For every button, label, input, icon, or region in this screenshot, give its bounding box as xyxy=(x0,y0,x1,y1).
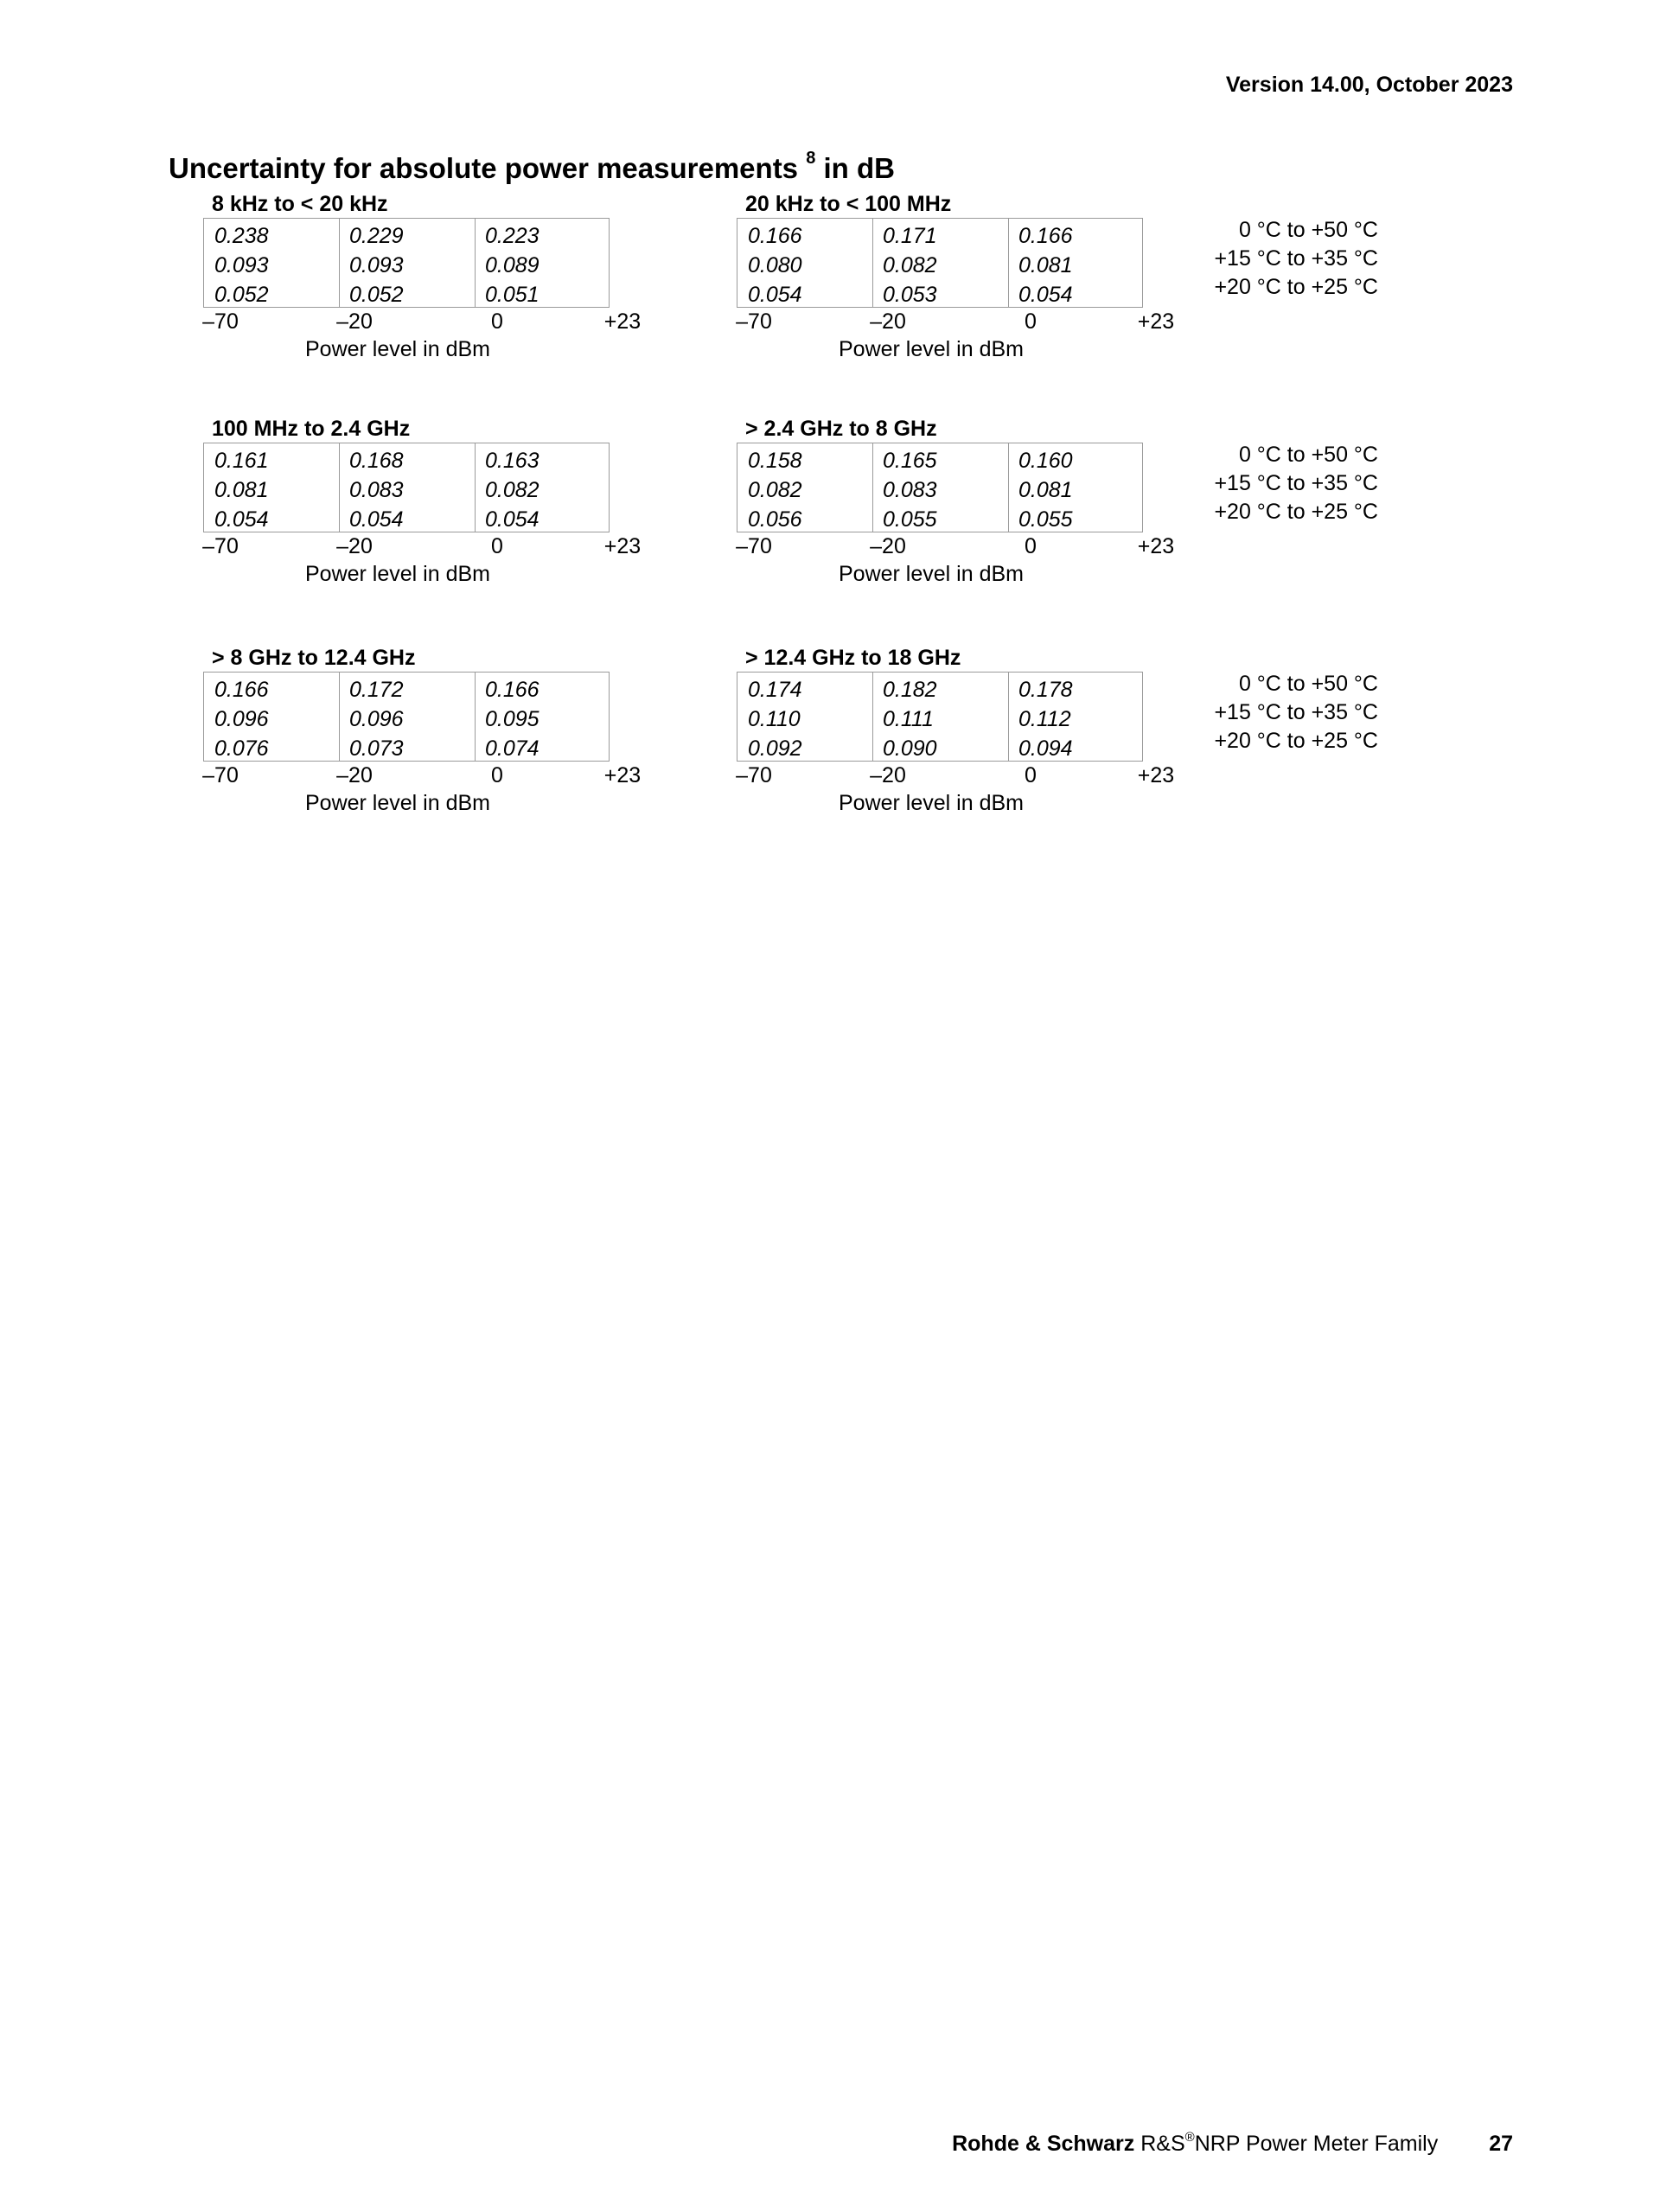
axis-tick-label: 0 xyxy=(1025,309,1037,334)
axis-tick-label: 0 xyxy=(491,534,503,558)
grid-divider xyxy=(475,219,476,307)
frequency-band-panel xyxy=(143,192,642,391)
uncertainty-value: 0.168 xyxy=(349,449,404,473)
uncertainty-value: 0.083 xyxy=(349,478,404,502)
uncertainty-value: 0.161 xyxy=(214,449,269,473)
uncertainty-value: 0.172 xyxy=(349,678,404,702)
uncertainty-value: 0.083 xyxy=(883,478,937,502)
temperature-range: 0 °C to +50 °C xyxy=(1238,218,1378,242)
uncertainty-value: 0.171 xyxy=(883,224,937,248)
uncertainty-value: 0.182 xyxy=(883,678,937,702)
temperature-range: +15 °C to +35 °C xyxy=(1214,471,1378,495)
uncertainty-grid xyxy=(737,443,1143,532)
axis-tick-label: –20 xyxy=(870,534,906,558)
frequency-band-panel xyxy=(676,646,1175,845)
uncertainty-value: 0.055 xyxy=(883,507,937,532)
axis-label: Power level in dBm xyxy=(839,337,1024,361)
axis-tick-label: 0 xyxy=(491,763,503,787)
uncertainty-value: 0.082 xyxy=(485,478,540,502)
temperature-range: 0 °C to +50 °C xyxy=(1238,443,1378,467)
axis-tick-label: –20 xyxy=(336,309,373,334)
uncertainty-value: 0.089 xyxy=(485,253,540,277)
uncertainty-value: 0.076 xyxy=(214,736,269,761)
frequency-band-panel xyxy=(143,646,642,845)
axis-tick-label: 0 xyxy=(491,309,503,334)
axis-label: Power level in dBm xyxy=(305,791,490,815)
uncertainty-value: 0.051 xyxy=(485,283,540,307)
uncertainty-value: 0.110 xyxy=(748,707,801,731)
footer-product-name: NRP Power Meter Family xyxy=(1194,2132,1439,2156)
footnote-marker: 8 xyxy=(806,149,816,168)
band-title: 20 kHz to < 100 MHz xyxy=(745,192,952,216)
axis-tick-label: –70 xyxy=(202,309,239,334)
uncertainty-value: 0.053 xyxy=(883,283,937,307)
band-title: > 2.4 GHz to 8 GHz xyxy=(745,417,937,441)
axis-label: Power level in dBm xyxy=(305,562,490,586)
axis-tick-label: –20 xyxy=(336,534,373,558)
uncertainty-row xyxy=(0,417,1660,615)
uncertainty-value: 0.166 xyxy=(485,678,540,702)
grid-divider xyxy=(339,443,340,532)
uncertainty-value: 0.095 xyxy=(485,707,540,731)
axis-tick-label: +23 xyxy=(603,534,642,558)
temperature-range: +15 °C to +35 °C xyxy=(1214,700,1378,724)
registered-mark: ® xyxy=(1184,2130,1195,2145)
temperature-range: +20 °C to +25 °C xyxy=(1214,275,1378,299)
axis-tick-label: +23 xyxy=(1137,763,1175,787)
page-number: 27 xyxy=(1489,2132,1513,2156)
uncertainty-value: 0.090 xyxy=(883,736,937,761)
document-version: Version 14.00, October 2023 xyxy=(1225,73,1513,97)
axis-tick-label: –20 xyxy=(336,763,373,787)
grid-divider xyxy=(872,219,873,307)
uncertainty-value: 0.166 xyxy=(214,678,269,702)
axis-tick-label: +23 xyxy=(603,309,642,334)
grid-divider xyxy=(475,443,476,532)
temperature-range: +20 °C to +25 °C xyxy=(1214,500,1378,524)
grid-divider xyxy=(339,219,340,307)
uncertainty-value: 0.081 xyxy=(1018,478,1073,502)
uncertainty-value: 0.054 xyxy=(1018,283,1073,307)
grid-divider xyxy=(339,673,340,761)
band-title: > 8 GHz to 12.4 GHz xyxy=(212,646,416,670)
uncertainty-value: 0.174 xyxy=(748,678,802,702)
grid-divider xyxy=(475,673,476,761)
uncertainty-value: 0.166 xyxy=(748,224,802,248)
uncertainty-row xyxy=(0,192,1660,391)
frequency-band-panel xyxy=(676,192,1175,391)
uncertainty-value: 0.223 xyxy=(485,224,540,248)
title-unit: in dB xyxy=(823,152,895,184)
uncertainty-value: 0.056 xyxy=(748,507,802,532)
axis-tick-label: –70 xyxy=(736,309,772,334)
uncertainty-value: 0.054 xyxy=(349,507,404,532)
axis-tick-label: 0 xyxy=(1025,763,1037,787)
axis-label: Power level in dBm xyxy=(839,791,1024,815)
axis-label: Power level in dBm xyxy=(305,337,490,361)
axis-tick-label: –20 xyxy=(870,763,906,787)
band-title: > 12.4 GHz to 18 GHz xyxy=(745,646,961,670)
page-title xyxy=(169,149,895,185)
uncertainty-grid xyxy=(203,218,610,308)
uncertainty-value: 0.111 xyxy=(883,707,934,731)
title-text: Uncertainty for absolute power measurements xyxy=(169,152,799,184)
uncertainty-value: 0.054 xyxy=(485,507,540,532)
frequency-band-panel xyxy=(676,417,1175,615)
uncertainty-value: 0.112 xyxy=(1018,707,1071,731)
uncertainty-value: 0.166 xyxy=(1018,224,1073,248)
uncertainty-value: 0.092 xyxy=(748,736,802,761)
band-title: 100 MHz to 2.4 GHz xyxy=(212,417,411,441)
uncertainty-value: 0.093 xyxy=(349,253,404,277)
grid-divider xyxy=(1008,673,1009,761)
temperature-range: +15 °C to +35 °C xyxy=(1214,246,1378,271)
grid-divider xyxy=(1008,219,1009,307)
footer-product-prefix: R&S xyxy=(1140,2132,1185,2156)
uncertainty-value: 0.238 xyxy=(214,224,269,248)
temperature-range: +20 °C to +25 °C xyxy=(1214,729,1378,753)
uncertainty-grid xyxy=(203,672,610,762)
uncertainty-value: 0.229 xyxy=(349,224,404,248)
uncertainty-grid xyxy=(737,672,1143,762)
axis-tick-label: +23 xyxy=(1137,309,1175,334)
uncertainty-value: 0.081 xyxy=(214,478,269,502)
page-footer xyxy=(952,2132,1513,2157)
uncertainty-value: 0.163 xyxy=(485,449,540,473)
uncertainty-value: 0.054 xyxy=(748,283,802,307)
uncertainty-value: 0.074 xyxy=(485,736,540,761)
uncertainty-value: 0.081 xyxy=(1018,253,1073,277)
frequency-band-panel xyxy=(143,417,642,615)
uncertainty-grid xyxy=(203,443,610,532)
uncertainty-value: 0.178 xyxy=(1018,678,1073,702)
uncertainty-value: 0.082 xyxy=(883,253,937,277)
grid-divider xyxy=(872,443,873,532)
axis-tick-label: –70 xyxy=(736,763,772,787)
uncertainty-value: 0.052 xyxy=(349,283,404,307)
uncertainty-value: 0.052 xyxy=(214,283,269,307)
axis-tick-label: –70 xyxy=(202,763,239,787)
axis-tick-label: –70 xyxy=(202,534,239,558)
uncertainty-row xyxy=(0,646,1660,845)
axis-tick-label: 0 xyxy=(1025,534,1037,558)
uncertainty-value: 0.055 xyxy=(1018,507,1073,532)
axis-label: Power level in dBm xyxy=(839,562,1024,586)
uncertainty-value: 0.165 xyxy=(883,449,937,473)
band-title: 8 kHz to < 20 kHz xyxy=(212,192,388,216)
uncertainty-value: 0.054 xyxy=(214,507,269,532)
uncertainty-value: 0.080 xyxy=(748,253,802,277)
uncertainty-grid xyxy=(737,218,1143,308)
uncertainty-value: 0.160 xyxy=(1018,449,1073,473)
grid-divider xyxy=(872,673,873,761)
uncertainty-value: 0.096 xyxy=(349,707,404,731)
uncertainty-value: 0.094 xyxy=(1018,736,1073,761)
uncertainty-value: 0.158 xyxy=(748,449,802,473)
footer-company: Rohde & Schwarz xyxy=(952,2132,1135,2156)
uncertainty-value: 0.073 xyxy=(349,736,404,761)
uncertainty-value: 0.093 xyxy=(214,253,269,277)
uncertainty-value: 0.096 xyxy=(214,707,269,731)
grid-divider xyxy=(1008,443,1009,532)
uncertainty-value: 0.082 xyxy=(748,478,802,502)
axis-tick-label: –20 xyxy=(870,309,906,334)
axis-tick-label: –70 xyxy=(736,534,772,558)
axis-tick-label: +23 xyxy=(1137,534,1175,558)
axis-tick-label: +23 xyxy=(603,763,642,787)
temperature-range: 0 °C to +50 °C xyxy=(1238,672,1378,696)
